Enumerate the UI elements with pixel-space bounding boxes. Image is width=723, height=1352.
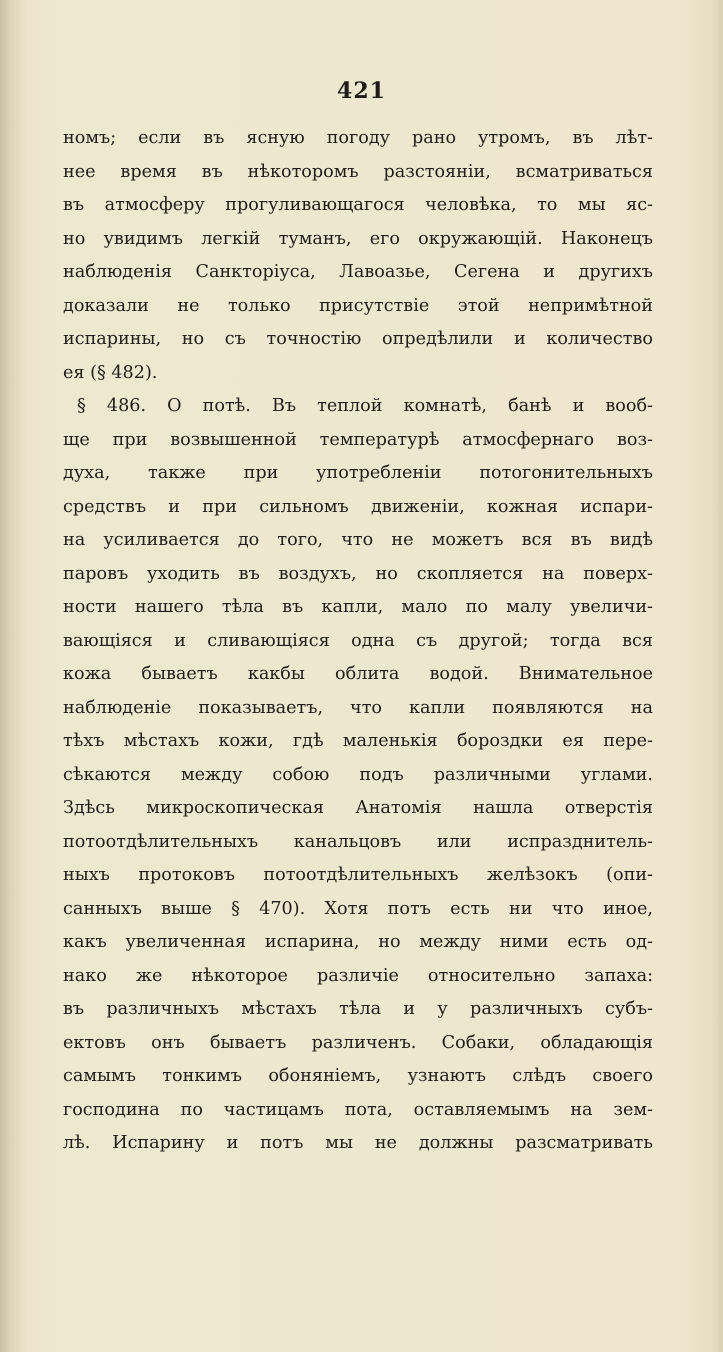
- section-heading-line: § 486. О потѣ. Въ теплой комнатѣ, банѣ и вооб-: [77, 396, 653, 416]
- text-line: ея (§ 482).: [63, 362, 158, 383]
- text-line: тѣхъ мѣстахъ кожи, гдѣ маленькія бороздки ея пере-: [63, 731, 653, 751]
- text-line: санныхъ выше § 470). Хотя потъ есть ни что иное,: [63, 898, 653, 919]
- text-line: средствъ и при сильномъ движеніи, кожная испари-: [63, 496, 653, 517]
- text-line: нее время въ нѣкоторомъ разстояніи, всматриваться: [63, 161, 653, 182]
- text-line: наблюденія Санкторіуса, Лавоазье, Сегена и другихъ: [63, 262, 653, 282]
- text-line: доказали не только присутствіе этой непримѣтной: [63, 295, 653, 316]
- text-line: номъ; если въ ясную погоду рано утромъ, въ лѣт-: [63, 128, 653, 148]
- text-line: но увидимъ легкій туманъ, его окружающій. Наконецъ: [63, 228, 653, 249]
- text-line: Здѣсь микроскопическая Анатомія нашла отверстія: [63, 798, 653, 818]
- text-line: господина по частицамъ пота, оставляемымъ на зем-: [63, 1099, 653, 1120]
- text-line: въ различныхъ мѣстахъ тѣла и у различныхъ субъ-: [63, 999, 653, 1019]
- text-line: самымъ тонкимъ обоняніемъ, узнаютъ слѣдъ своего: [63, 1066, 653, 1086]
- text-line: испарины, но съ точностію опредѣлили и количество: [63, 329, 653, 349]
- text-line: сѣкаются между собою подъ различными углами.: [63, 764, 653, 785]
- text-line: ныхъ протоковъ потоотдѣлительныхъ желѣзокъ (опи-: [63, 865, 653, 885]
- text-line: потоотдѣлительныхъ канальцовъ или испразднитель-: [63, 831, 653, 852]
- body-text: [63, 122, 653, 1161]
- text-line: нако же нѣкоторое различіе относительно запаха:: [63, 965, 653, 986]
- text-line: кожа бываетъ какбы облита водой. Внимательное: [63, 664, 653, 684]
- text-line: какъ увеличенная испарина, но между ними есть од-: [63, 932, 653, 952]
- text-line: ектовъ онъ бываетъ различенъ. Собаки, обладающія: [63, 1032, 653, 1053]
- text-line: паровъ уходить въ воздухъ, но скопляется на поверх-: [63, 563, 653, 584]
- text-line: вающіяся и сливающіяся одна съ другой; тогда вся: [63, 630, 653, 651]
- page-number: 421: [337, 78, 386, 104]
- text-line: духа, также при употребленіи потогонительныхъ: [63, 463, 653, 483]
- text-line: ще при возвышенной температурѣ атмосфернаго воз-: [63, 429, 653, 450]
- text-line: лѣ. Испарину и потъ мы не должны разсматривать: [63, 1133, 653, 1153]
- text-line: ности нашего тѣла въ капли, мало по малу увеличи-: [63, 597, 653, 617]
- text-line: въ атмосферу прогуливающагося человѣка, то мы яс-: [63, 195, 653, 215]
- text-line: наблюденіе показываетъ, что капли появляются на: [63, 697, 653, 718]
- text-line: на усиливается до того, что не можетъ вся въ видѣ: [63, 530, 653, 550]
